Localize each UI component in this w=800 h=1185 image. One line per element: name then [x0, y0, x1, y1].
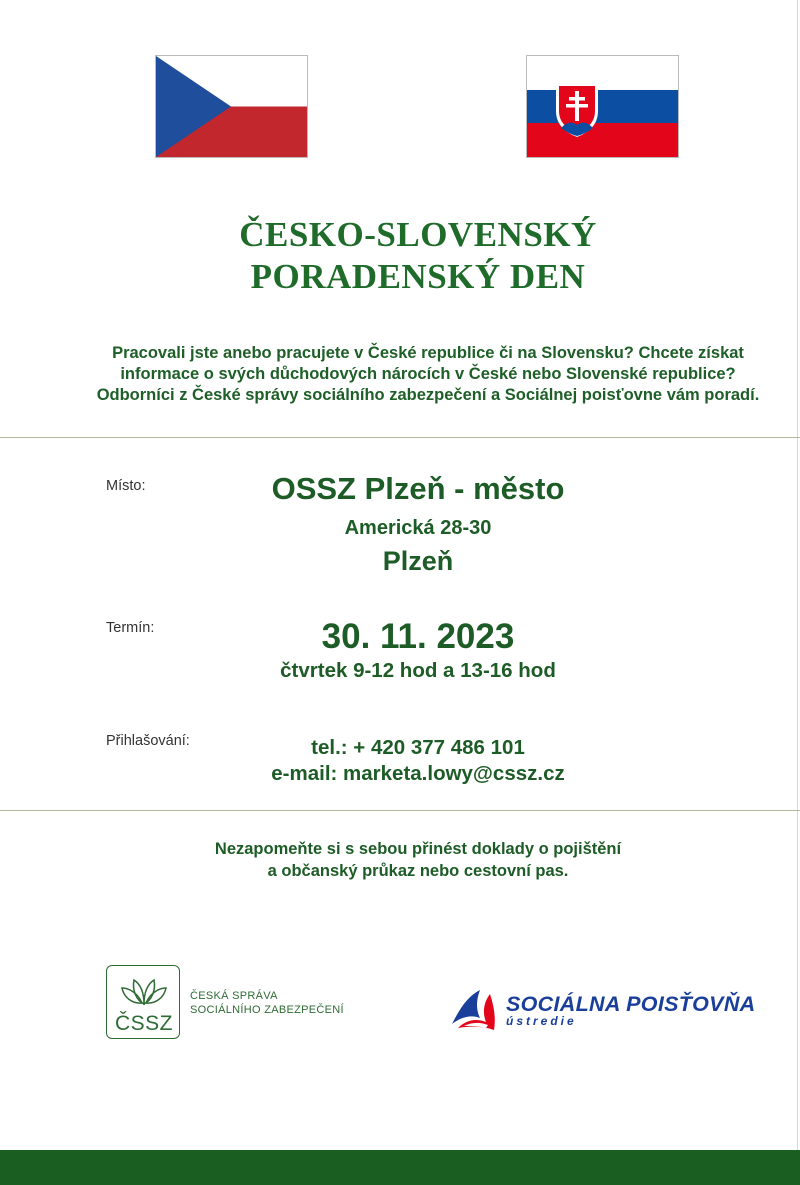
registration-email: e-mail: marketa.lowy@cssz.cz: [271, 762, 565, 785]
divider-top: [0, 437, 800, 438]
sp-emblem-icon: [450, 988, 498, 1032]
intro-line-1: Pracovali jste anebo pracujete v České republice či na Slovensku? Chcete získat: [112, 344, 744, 362]
footer-bar: [0, 1150, 800, 1185]
place-office: OSSZ Plzeň - město: [271, 471, 565, 506]
czech-flag-icon: [156, 56, 307, 157]
intro-line-3: Odborníci z České správy sociálního zabezpečení a Sociálnej poisťovne vám poradí.: [96, 386, 760, 404]
cssz-full-name: [190, 989, 344, 1017]
note-line-1: Nezapomeňte si s sebou přinést doklady o pojištění: [214, 840, 622, 858]
slovak-flag-icon: [527, 56, 678, 157]
term-label: Termín:: [106, 620, 155, 636]
registration-label: Přihlašování:: [106, 733, 190, 749]
divider-bottom: [0, 810, 800, 811]
registration-phone: tel.: + 420 377 486 101: [311, 736, 525, 759]
place-city: Plzeň: [382, 546, 454, 576]
page-title: [0, 214, 800, 298]
place-street: Americká 28-30: [344, 517, 492, 539]
cssz-name-line-1: ČESKÁ SPRÁVA: [190, 990, 278, 1002]
note-line-2: a občanský průkaz nebo cestovní pas.: [267, 862, 569, 880]
term-hours: čtvrtek 9-12 hod a 13-16 hod: [280, 659, 556, 682]
reminder-note: [0, 838, 800, 882]
place-label: Místo:: [106, 478, 146, 494]
sp-subtitle: ústredie: [506, 1014, 577, 1028]
title-line-2: PORADENSKÝ DEN: [250, 257, 586, 296]
leaf-icon: [120, 974, 168, 1008]
title-line-1: ČESKO-SLOVENSKÝ: [239, 215, 597, 254]
cssz-emblem: [106, 965, 180, 1039]
term-date: 30. 11. 2023: [321, 617, 515, 656]
intro-text: [40, 343, 800, 406]
cssz-abbreviation: ČSSZ: [114, 1012, 173, 1035]
sp-name: SOCIÁLNA POISŤOVŇA: [506, 992, 756, 1016]
cssz-logo: [106, 965, 366, 1045]
cssz-name-line-2: SOCIÁLNÍHO ZABEZPEČENÍ: [190, 1004, 344, 1016]
socialna-poistovna-logo: [450, 988, 780, 1033]
intro-line-2: informace o svých důchodových nárocích v České nebo Slovenské republice?: [120, 365, 736, 383]
